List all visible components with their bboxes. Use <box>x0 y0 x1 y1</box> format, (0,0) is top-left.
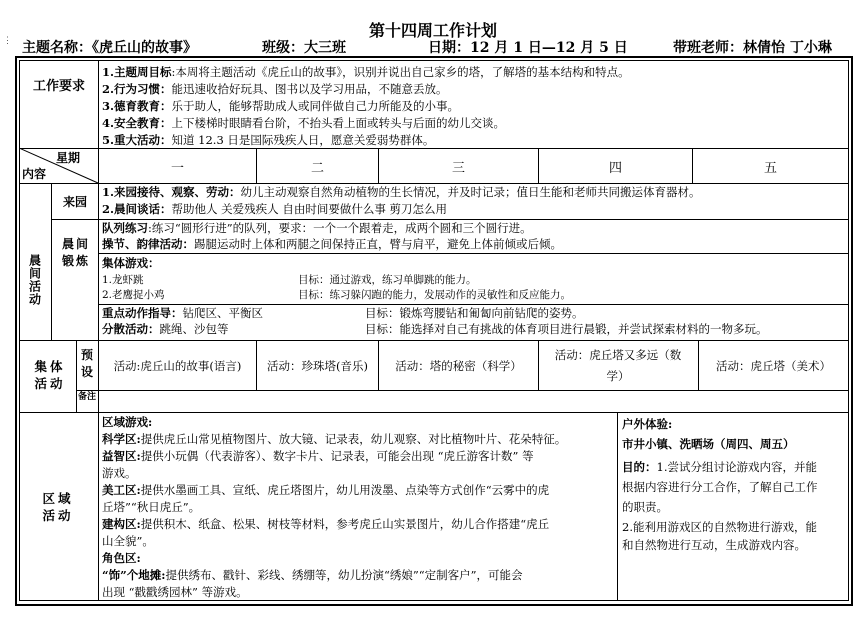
outdoor-line: 的职责。 <box>622 500 668 514</box>
weekday-fri: 五 <box>763 160 777 176</box>
note-label: 备注 <box>78 392 97 402</box>
zone-entry: 角色区: <box>102 551 141 565</box>
zone-entry: 丘塔”“秋日虎丘”。 <box>102 500 201 514</box>
focus-goal: 目标：锻炼弯腰钻和匍匐向前钻爬的姿势。 <box>365 306 584 320</box>
requirement-item: 2.行为习惯：能迅速收拾好玩具、图书以及学习用品，不随意丢放。 <box>102 82 448 96</box>
zone-entry: 科学区:提供虎丘山常见植物图片、放大镜、记录表，幼儿观察、对比植物叶片、花朵特征。 <box>102 432 567 446</box>
weekday-wed: 三 <box>451 160 465 176</box>
morning-label: 晨间活动 <box>27 254 42 306</box>
outdoor-line: 目的：1.尝试分组讨论游戏内容，并能 <box>622 460 817 474</box>
zone-entry: 出现 “戳戳绣园林” 等游戏。 <box>102 585 248 599</box>
zone-line: 分散活动：跳绳、沙包等 <box>102 322 229 336</box>
arrival-line: 1.来园接待、观察、劳动：幼儿主动观察自然角动植物的生长情况，并及时记录；值日生能和老师共同搬运体育器材。 <box>102 185 701 199</box>
group-activity-mon: 活动:虎丘山的故事(语言) <box>113 358 242 373</box>
game-goal: 目标：练习躲闪跑的能力，发展动作的灵敏性和反应能力。 <box>298 289 571 301</box>
requirements-label: 工作要求 <box>32 78 85 94</box>
zones-label: 区域活动 <box>42 491 74 523</box>
group-label: 集体活动 <box>34 359 66 391</box>
corner-content: 内容 <box>22 167 47 181</box>
corner-weekday: 星期 <box>56 151 81 165</box>
date-range: 日期：12 月 1 日—12 月 5 日 <box>428 40 628 56</box>
game-name: 1.龙虾跳 <box>102 274 144 286</box>
requirement-item: 1.主题周目标:本周将主题活动《虎丘山的故事》，识别并说出自己家乡的塔，了解塔的基本结构和特点。 <box>102 65 630 79</box>
group-activity-fri: 活动：虎丘塔（美术） <box>716 358 831 373</box>
game-name: 2.老鹰捉小鸡 <box>102 289 165 301</box>
outdoor-line: 2.能利用游戏区的自然物进行游戏，能 <box>622 520 817 534</box>
teachers: 带班老师：林倩怡 丁小琳 <box>673 40 832 56</box>
zone-entry: 游戏。 <box>102 466 137 480</box>
queue-line: 队列练习:练习“圆形行进”的队列，要求：一个一个跟着走，成两个圆和三个圆行进。 <box>102 221 532 235</box>
zones-title: 区域游戏: <box>102 415 153 429</box>
group-activity-thu: 活动：虎丘塔又多远（数学） <box>554 347 682 383</box>
requirement-item: 3.德育教育：乐于助人，能够帮助成人或同伴做自己力所能及的小事。 <box>102 99 460 113</box>
group-activity-tue: 活动：珍珠塔(音乐) <box>267 358 368 373</box>
preset-label: 预设 <box>80 348 93 379</box>
zone-entry: “饰”个地摊:提供绣布、戳针、彩线、绣绷等，幼儿扮演“绣娘”“定制客户”，可能会 <box>102 568 523 582</box>
games-title: 集体游戏： <box>102 256 160 270</box>
zone-entry: 益智区:提供小玩偶（代表游客）、数字卡片、记录表，可能会出现 “虎丘游客计数” 等 <box>102 449 534 463</box>
gym-line: 操节、韵律活动：踢腿运动时上体和两腿之间保持正直，臂与肩平，避免上体前倾或后倾。 <box>102 237 562 251</box>
zone-entry: 建构区:提供积木、纸盒、松果、树枝等材料，参考虎丘山实景图片，幼儿合作搭建“虎丘 <box>102 517 550 531</box>
zone-goal: 目标：能选择对自己有挑战的体育项目进行晨锻，并尝试探索材料的一物多玩。 <box>365 322 768 336</box>
requirement-item: 5.重大活动：知道 12.3 日是国际残疾人日，愿意关爱弱势群体。 <box>102 133 435 147</box>
outdoor-title: 户外体验: <box>622 417 673 431</box>
weekday-thu: 四 <box>608 160 622 176</box>
requirement-item: 4.安全教育：上下楼梯时眼睛看台阶，不抬头看上面或转头与后面的幼儿交谈。 <box>102 116 506 130</box>
focus-line: 重点动作指导：钻爬区、平衡区 <box>102 306 263 320</box>
outdoor-line: 根据内容进行分工合作，了解自己工作 <box>622 480 818 494</box>
page-title: 第十四周工作计划 <box>368 21 497 40</box>
exercise-label: 晨间锻炼 <box>61 237 90 268</box>
outdoor-place: 市井小镇、洗晒场（周四、周五） <box>622 437 795 451</box>
class-name: 班级：大三班 <box>262 40 346 56</box>
group-activity-wed: 活动：塔的秘密（科学） <box>395 358 522 373</box>
zone-entry: 美工区:提供水墨画工具、宣纸、虎丘塔图片，幼儿用泼墨、点染等方式创作“云雾中的虎 <box>102 483 550 497</box>
theme-name: 主题名称：《虎丘山的故事》 <box>22 40 197 56</box>
margin-marker: ⋮ <box>3 36 12 46</box>
weekday-tue: 二 <box>310 160 324 176</box>
outdoor-line: 和自然物进行互动，生成游戏内容。 <box>622 538 806 552</box>
zone-entry: 山全貌”。 <box>102 534 154 548</box>
weekday-mon: 一 <box>170 160 184 176</box>
talk-line: 2.晨间谈话：帮助他人 关爱残疾人 自由时间要做什么事 剪刀怎么用 <box>102 202 447 216</box>
arrival-label: 来园 <box>62 195 87 209</box>
game-goal: 目标：通过游戏，练习单脚跳的能力。 <box>298 274 477 286</box>
